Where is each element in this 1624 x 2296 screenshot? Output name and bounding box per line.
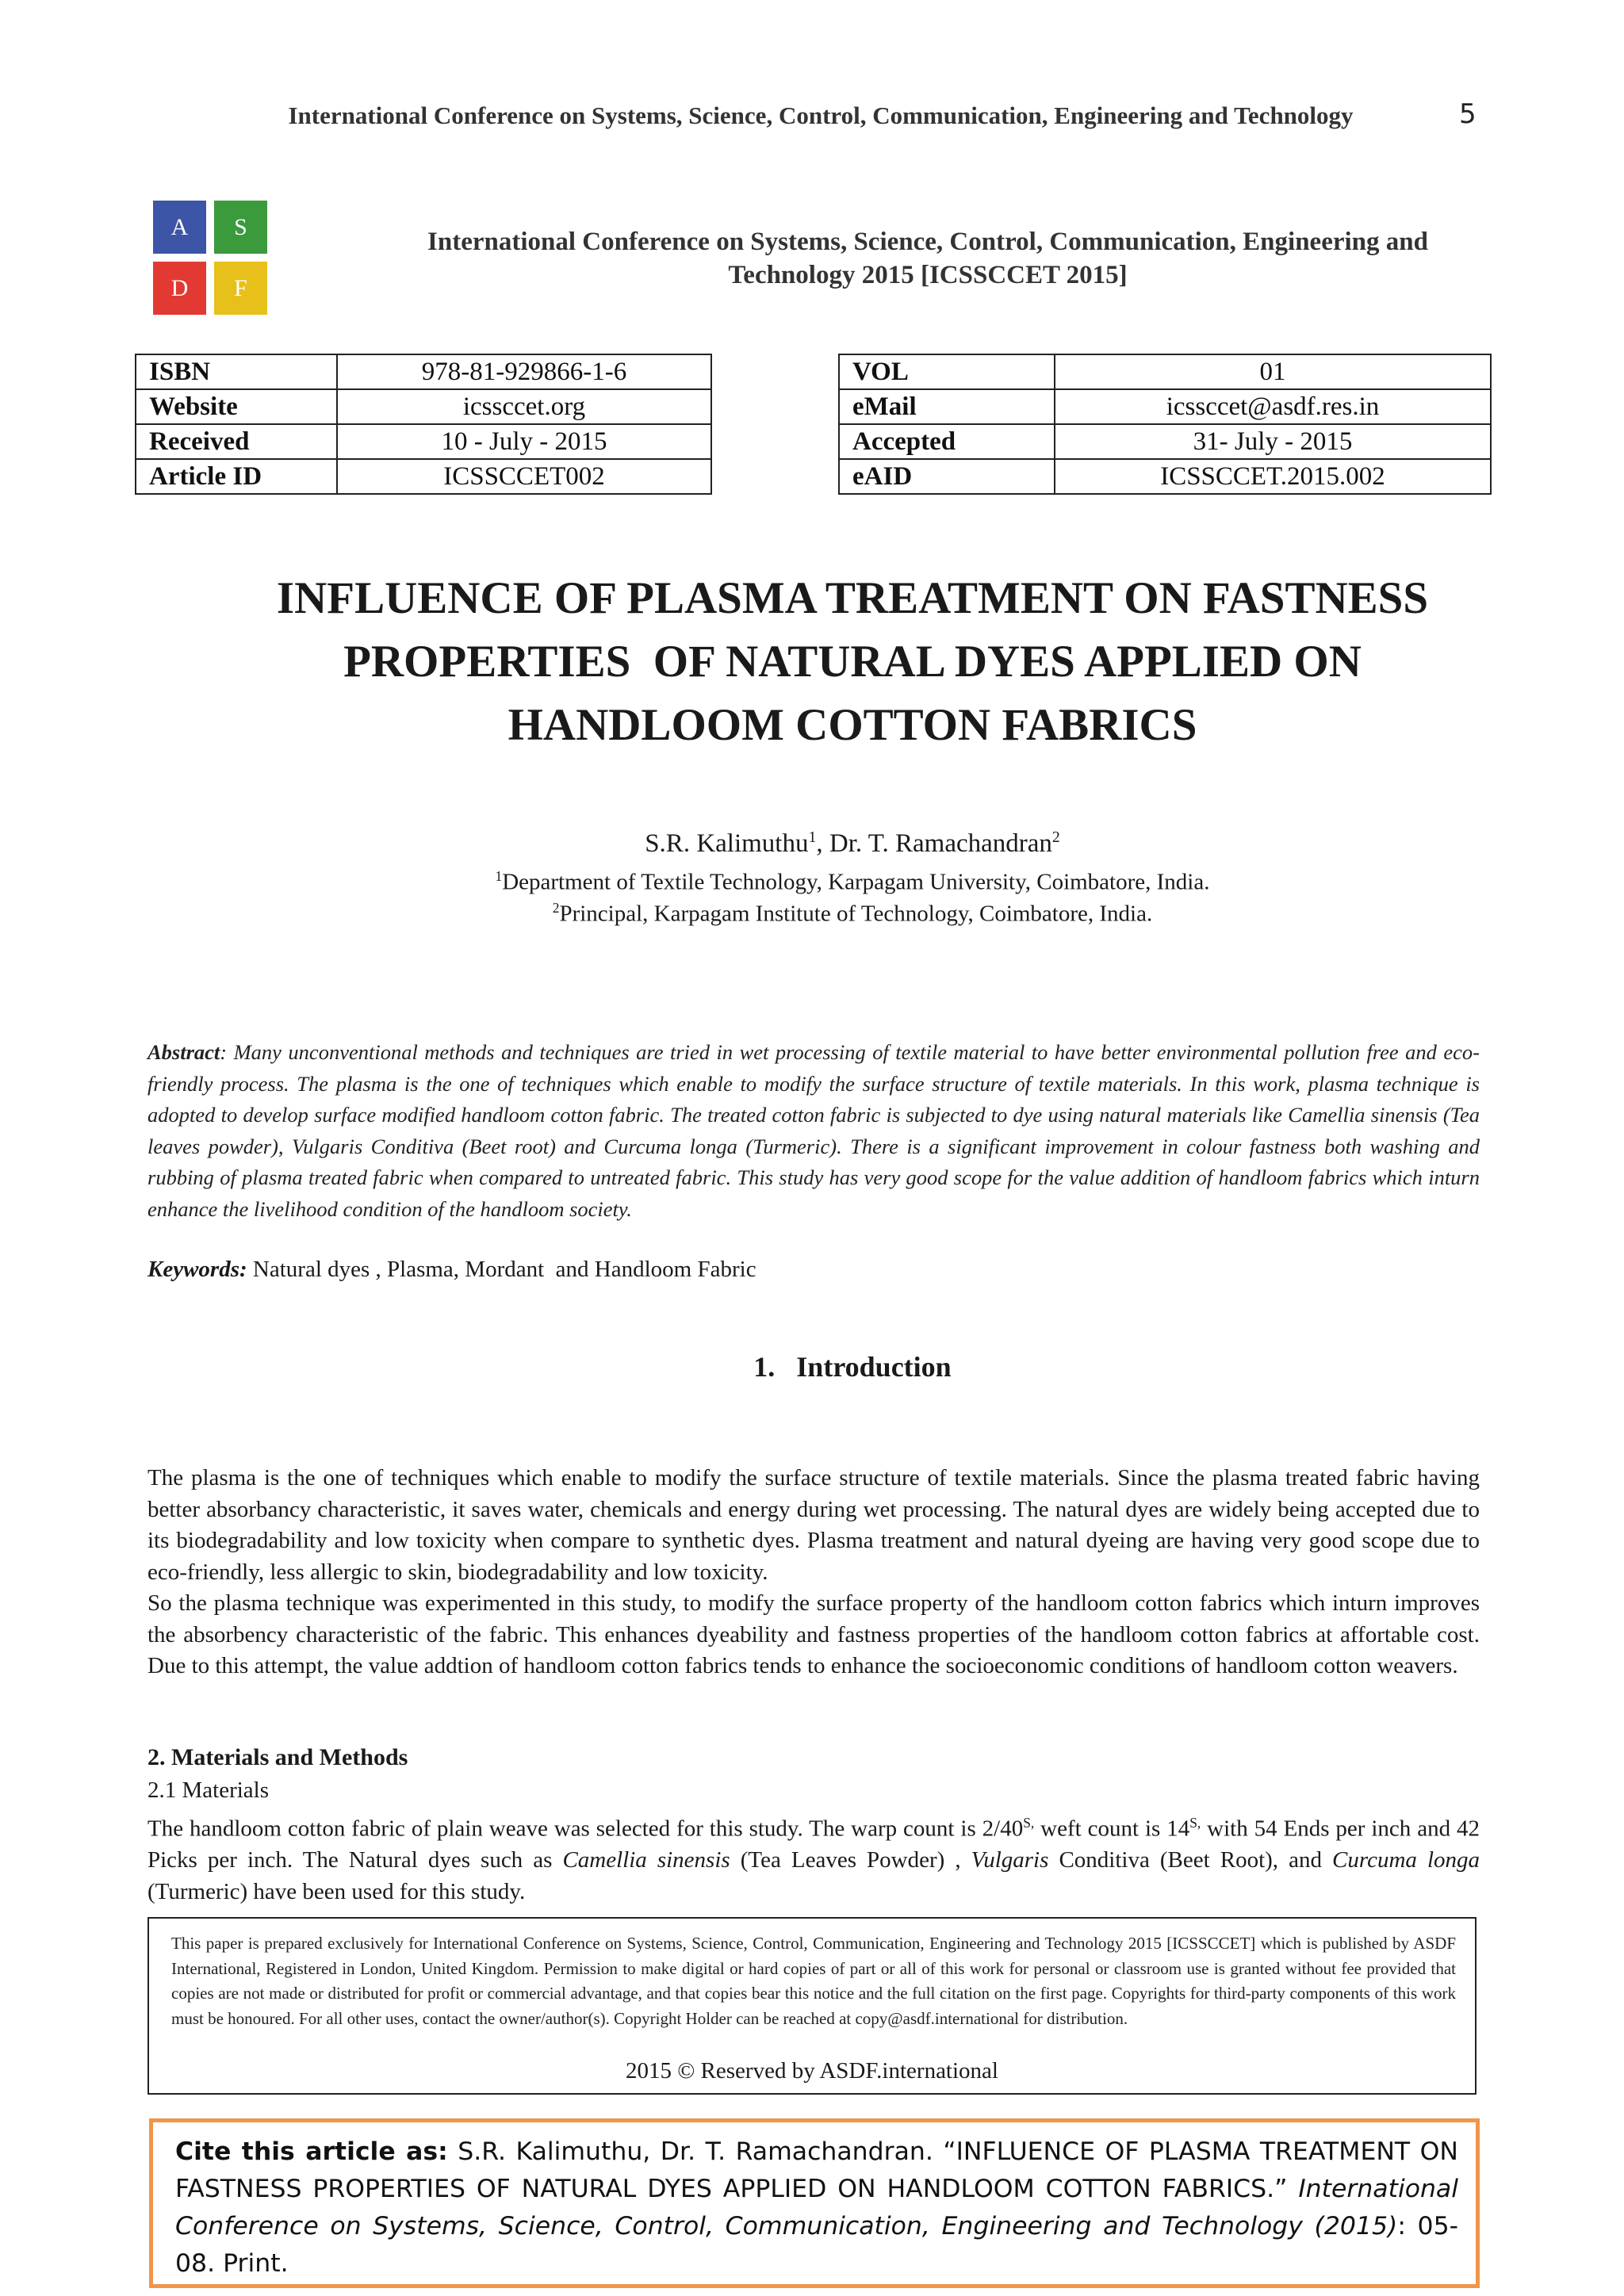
logo-cell-f: F — [214, 262, 267, 315]
table-row — [136, 354, 711, 389]
introduction-paragraph-1: The plasma is the one of techniques which enable to modify the surface structure of textile materials. Since the plasma treated fabric having better absorbancy characteristic, it saves water, chemicals and energy during wet processing. The natural dyes are widely being accepted due to its biodegradability and low toxicity when compare to synthetic dyes. Plasma treatment and natural dyeing are having very good scope due to eco-friendly, less allergic to skin, biodegradability and low toxicity. — [147, 1465, 1480, 1585]
keywords-label: Keywords: — [147, 1257, 247, 1282]
article-info-table-left — [135, 354, 712, 495]
paper-title-line2: PROPERTIES OF NATURAL DYES APPLIED ON — [343, 637, 1362, 687]
keywords — [147, 1257, 1480, 1283]
materials-text-f: (Turmeric) have been used for this study. — [147, 1878, 526, 1904]
vol-label: VOL — [839, 354, 1055, 389]
author-1: S.R. Kalimuthu — [645, 829, 809, 858]
citation-text-2: : 05-08. Print. — [175, 2212, 1458, 2278]
affiliation-1-mark: 1 — [495, 868, 503, 884]
materials-text-a: The handloom cotton fabric of plain weave was selected for this study. The warp count is 2/40 — [147, 1816, 1024, 1842]
materials-sup-1: S, — [1023, 1815, 1035, 1831]
affiliation-2 — [127, 900, 1578, 928]
table-row — [839, 354, 1491, 389]
conference-title-line1: International Conference on Systems, Science, Control, Communication, Engineering and — [427, 228, 1428, 256]
introduction-heading: 1. Introduction — [753, 1351, 952, 1383]
isbn-value: 978-81-929866-1-6 — [337, 354, 711, 389]
abstract — [147, 1037, 1480, 1225]
abstract-label: Abstract — [147, 1040, 220, 1064]
conference-title — [373, 225, 1483, 292]
website-label: Website — [136, 389, 337, 424]
isbn-label: ISBN — [136, 354, 337, 389]
paper-title-line1: INFLUENCE OF PLASMA TREATMENT ON FASTNESS — [276, 573, 1429, 623]
affiliation-1-text: Department of Textile Technology, Karpagam University, Coimbatore, India. — [502, 869, 1210, 895]
logo-cell-d: D — [153, 262, 206, 315]
article-info-table-right — [838, 354, 1492, 495]
authors — [127, 828, 1578, 859]
materials-subheading: 2.1 Materials — [147, 1777, 270, 1803]
author-1-affiliation-mark: 1 — [808, 828, 817, 846]
copyright-notice-text: This paper is prepared exclusively for International Conference on Systems, Science, Control, Communication, Engineering and Technology 2015 [ICSSCCET] which is published by ASDF International, Registered in London, United Kingdom. Permission to make digital or hard copies of part or all of this work for personal or classroom use is granted without fee provided that copies are not made or distributed for profit or commercial advantage, and that copies bear this notice and the full citation on the first page. Copyrights for third-party components of this work must be honoured. For all other uses, contact the owner/author(s). Copyright Holder can be reached at copy@asdf.international for distribution. — [171, 1934, 1456, 2028]
website-value[interactable]: icssccet.org — [337, 389, 711, 424]
eaid-value: ICSSCCET.2015.002 — [1055, 459, 1491, 494]
received-value: 10 - July - 2015 — [337, 424, 711, 459]
copyright-notice-box — [147, 1917, 1477, 2095]
author-separator: , — [816, 829, 829, 858]
introduction-paragraph-2: So the plasma technique was experimented in this study, to modify the surface property of the handloom cotton fabrics which inturn improves the absorbency characteristic of the fabric. This enhances dyeability and fastness properties of the handloom cotton fabrics at affortable cost. Due to this attempt, the value addtion of handloom cotton fabrics tends to enhance the socioeconomic conditions of handloom cotton weavers. — [147, 1590, 1480, 1678]
running-header: International Conference on Systems, Science, Control, Communication, Engineering and Technology — [288, 101, 1354, 129]
author-2-affiliation-mark: 2 — [1051, 828, 1060, 846]
materials-text-d: (Tea Leaves Powder) , — [730, 1847, 971, 1873]
received-label: Received — [136, 424, 337, 459]
citation-label: Cite this article as: — [175, 2137, 448, 2166]
citation-venue: International Conference on Systems, Science, Control, Communication, Engineering and Technology (2015) — [175, 2175, 1458, 2241]
vol-value: 01 — [1055, 354, 1491, 389]
logo-cell-s: S — [214, 201, 267, 254]
article-id-label: Article ID — [136, 459, 337, 494]
logo-cell-a: A — [153, 201, 206, 254]
copyright-reserved-line: 2015 © Reserved by ASDF.international — [626, 2058, 998, 2084]
asdf-logo — [153, 201, 270, 318]
abstract-text: : Many unconventional methods and techniques are tried in wet processing of textile material to have better environmental pollution free and eco-friendly process. The plasma is the one of techniques which enable to modify the surface structure of textile materials. In this work, plasma technique is adopted to develop surface modified handloom cotton fabric. The treated cotton fabric is subjected to dye using natural materials like Camellia sinensis (Tea leaves powder), Vulgaris Conditiva (Beet root) and Curcuma longa (Turmeric). There is a significant improvement in colour fastness both washing and rubbing of plasma treated fabric when compared to untreated fabric. This study has very good scope for the value addition of handloom fabrics which inturn enhance the livelihood condition of the handloom society. — [147, 1040, 1480, 1221]
keywords-text: Natural dyes , Plasma, Mordant and Handloom Fabric — [247, 1257, 756, 1282]
affiliation-2-text: Principal, Karpagam Institute of Technology, Coimbatore, India. — [559, 901, 1153, 927]
table-row — [839, 459, 1491, 494]
table-row — [839, 389, 1491, 424]
paper-title — [127, 567, 1578, 757]
accepted-value: 31- July - 2015 — [1055, 424, 1491, 459]
materials-italic-vulgaris: Vulgaris — [971, 1847, 1049, 1873]
materials-text-e: Conditiva (Beet Root), and — [1048, 1847, 1333, 1873]
materials-methods-heading: 2. Materials and Methods — [147, 1744, 408, 1770]
email-label: eMail — [839, 389, 1055, 424]
eaid-label: eAID — [839, 459, 1055, 494]
materials-sup-2: S, — [1189, 1815, 1201, 1831]
materials-text-c: with 54 Ends per inch and 42 Picks per inch. The Natural dyes such as — [147, 1816, 1480, 1873]
table-row — [136, 459, 711, 494]
citation-box — [149, 2118, 1480, 2288]
affiliation-2-mark: 2 — [552, 900, 560, 916]
citation-text — [175, 2133, 1458, 2283]
table-row — [136, 424, 711, 459]
paper-title-line3: HANDLOOM COTTON FABRICS — [508, 700, 1197, 750]
author-2: Dr. T. Ramachandran — [829, 829, 1052, 858]
conference-title-line2: Technology 2015 [ICSSCCET 2015] — [728, 261, 1128, 289]
article-id-value: ICSSCCET002 — [337, 459, 711, 494]
citation-text-1: S.R. Kalimuthu, Dr. T. Ramachandran. “INFLUENCE OF PLASMA TREATMENT ON FASTNESS PROPERTIES OF NATURAL DYES APPLIED ON HANDLOOM COTTON FABRICS.” — [175, 2137, 1458, 2203]
materials-italic-curcuma: Curcuma longa — [1332, 1847, 1480, 1873]
table-row — [136, 389, 711, 424]
accepted-label: Accepted — [839, 424, 1055, 459]
email-value[interactable]: icssccet@asdf.res.in — [1055, 389, 1491, 424]
page-number: 5 — [1459, 98, 1477, 130]
affiliation-1 — [127, 868, 1578, 896]
materials-text-b: weft count is 14 — [1034, 1816, 1190, 1842]
table-row — [839, 424, 1491, 459]
materials-paragraph — [147, 1808, 1480, 1908]
materials-italic-camellia: Camellia sinensis — [562, 1847, 730, 1873]
